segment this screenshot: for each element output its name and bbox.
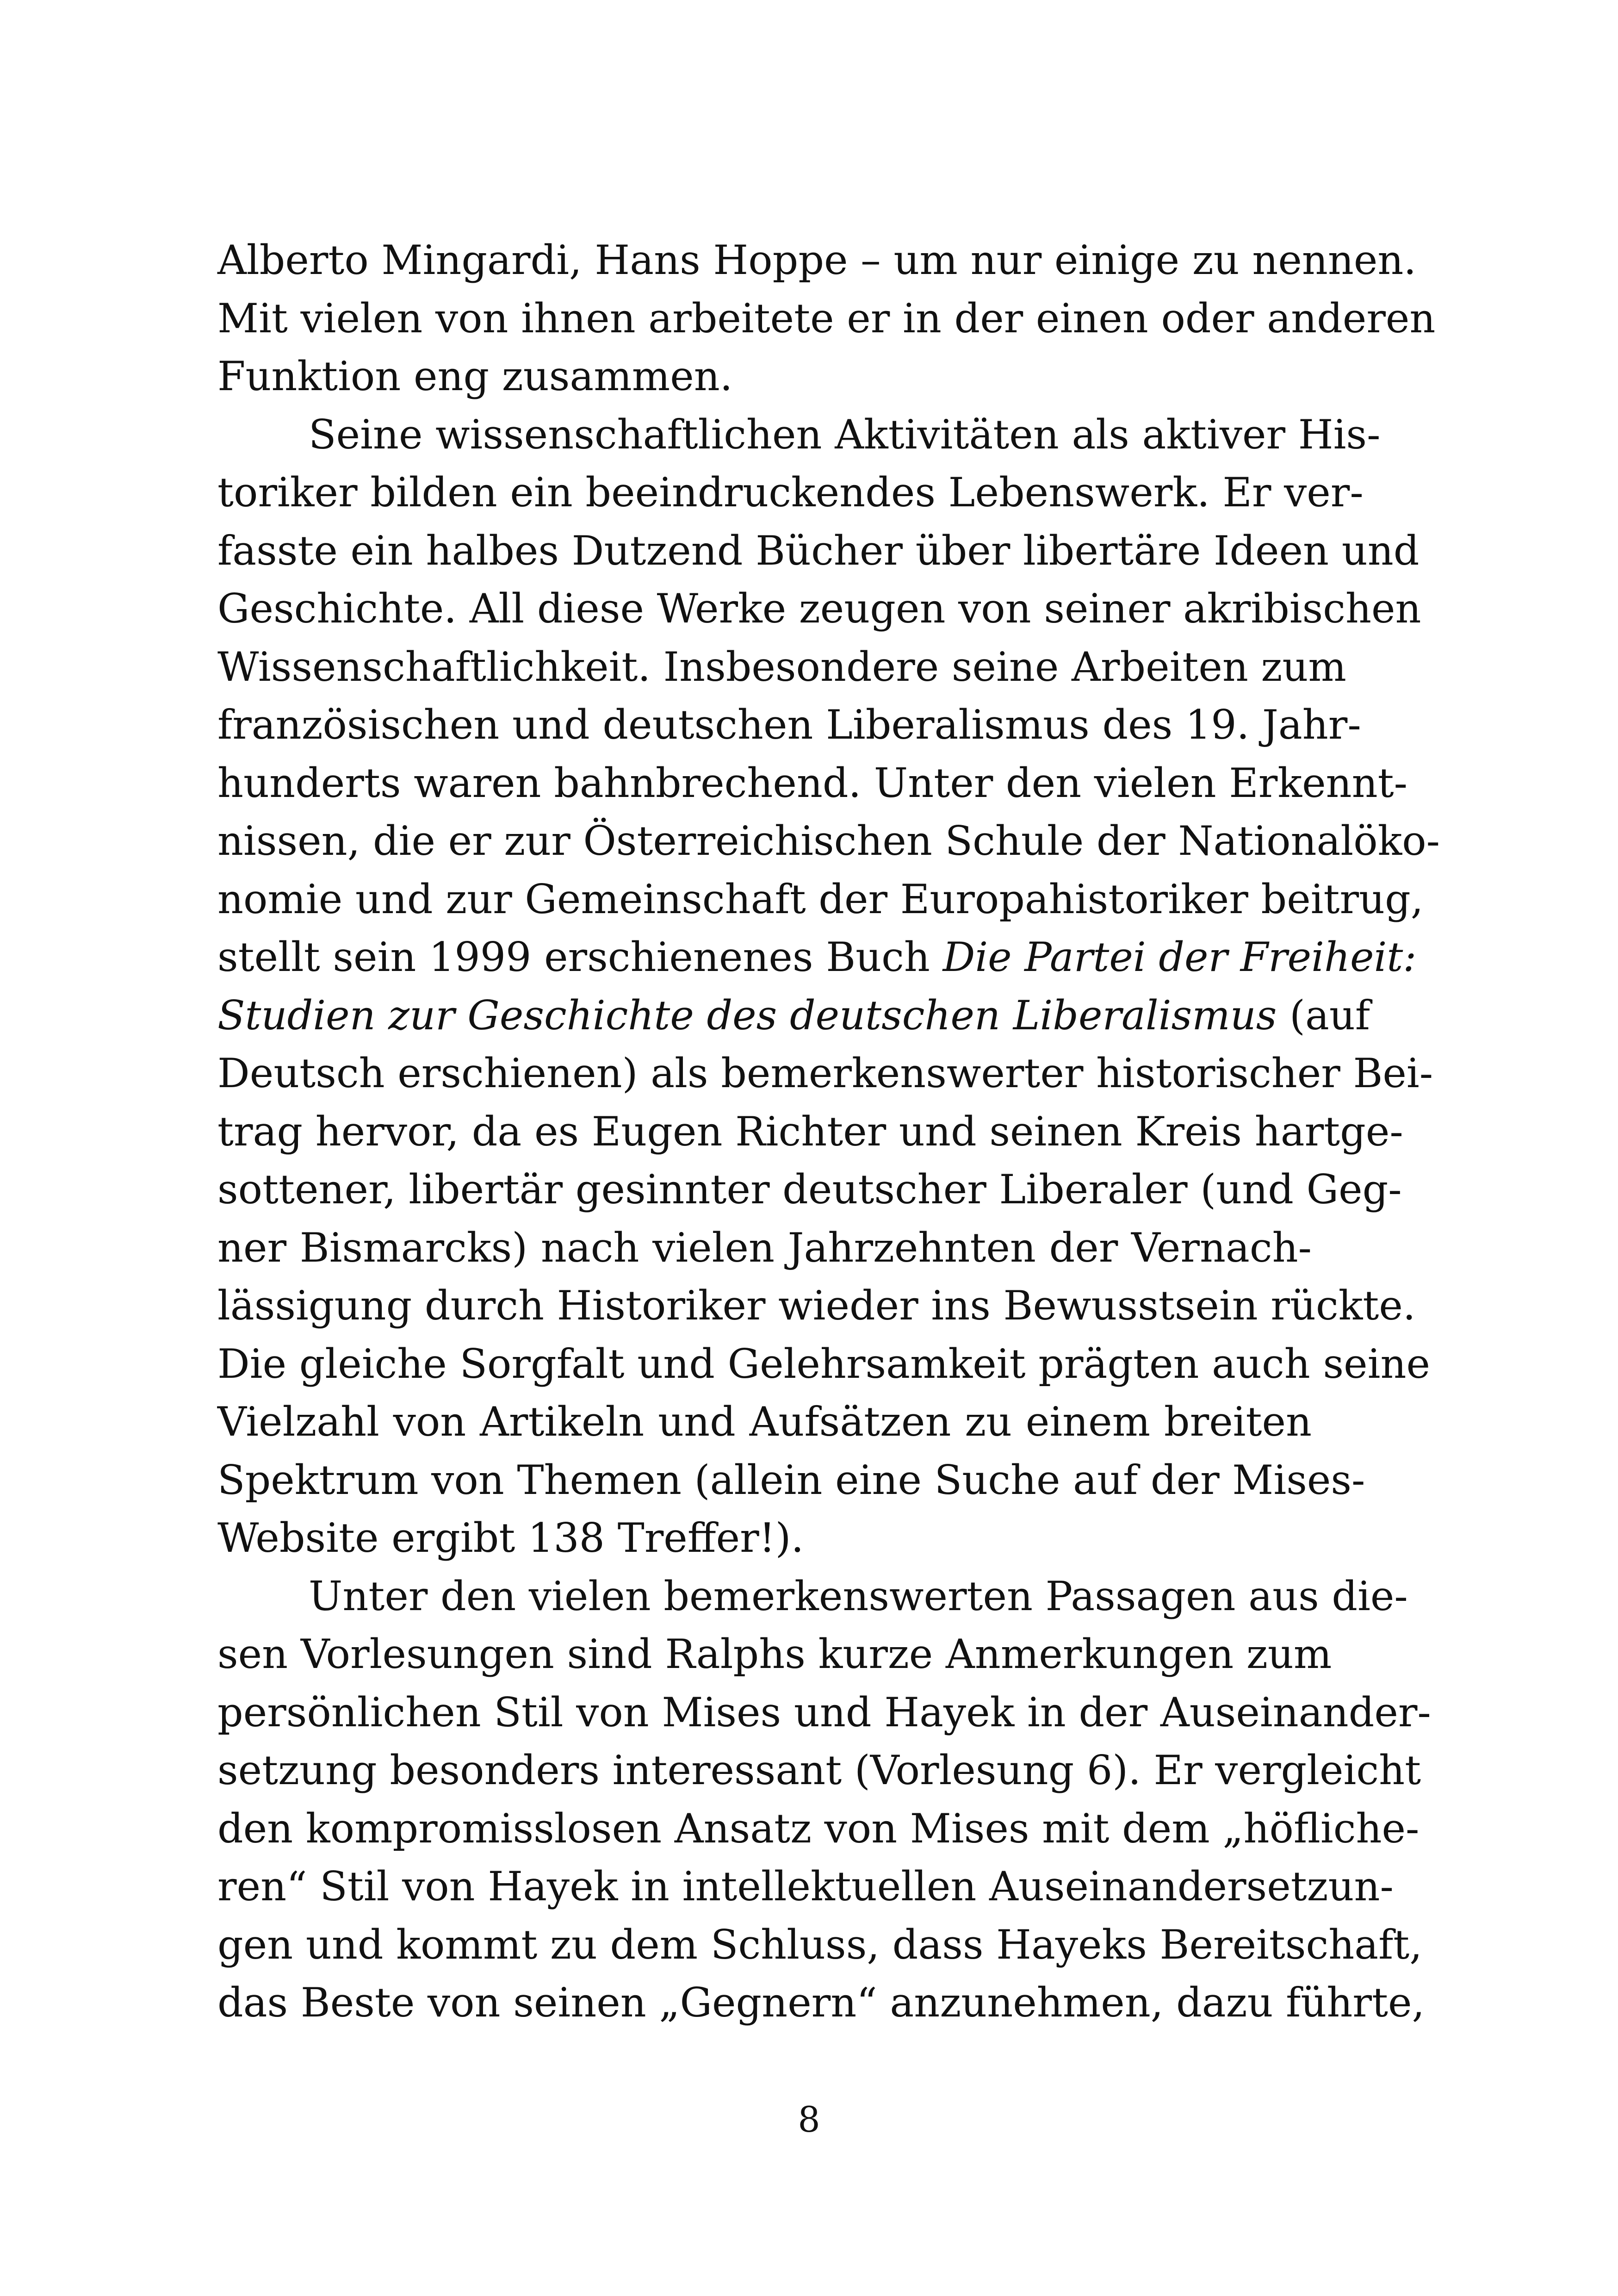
text-line: Geschichte. All diese Werke zeugen von seiner akribischen (217, 585, 1421, 632)
text-line: gen und kommt zu dem Schluss, dass Hayeks Bereitschaft, (217, 1921, 1422, 1968)
text-line: ner Bismarcks) nach vielen Jahrzehnten der Vernach- (217, 1224, 1312, 1271)
text-line: Wissenschaftlichkeit. Insbesondere seine Arbeiten zum (217, 643, 1346, 691)
text-line: Unter den vielen bemerkenswerten Passagen aus die- (309, 1572, 1408, 1620)
text-line: Spektrum von Themen (allein eine Suche auf der Mises- (217, 1456, 1365, 1504)
text-line: Mit vielen von ihnen arbeitete er in der einen oder anderen (217, 294, 1436, 342)
text-line: setzung besonders interessant (Vorlesung 6). Er vergleicht (217, 1747, 1421, 1794)
text-line (217, 987, 1370, 1045)
text-line (217, 928, 1417, 987)
text-line: Die gleiche Sorgfalt und Gelehrsamkeit prägten auch seine (217, 1340, 1430, 1388)
text-run: stellt sein 1999 erschienenes Buch (217, 933, 943, 981)
text-line: Vielzahl von Artikeln und Aufsätzen zu einem breiten (217, 1398, 1312, 1445)
text-run: (auf (1277, 991, 1370, 1039)
text-line: persönlichen Stil von Mises und Hayek in der Auseinander- (217, 1688, 1431, 1736)
text-line: ren“ Stil von Hayek in intellektuellen Auseinandersetzun- (217, 1863, 1394, 1910)
book-title-italic: Die Partei der Freiheit: (942, 933, 1417, 981)
text-line: Alberto Mingardi, Hans Hoppe – um nur einige zu nennen. (217, 236, 1417, 284)
book-title-italic: Studien zur Geschichte des deutschen Liberalismus (217, 991, 1277, 1039)
text-line: das Beste von seinen „Gegnern“ anzunehmen, dazu führte, (217, 1979, 1425, 2026)
text-line: sottener, libertär gesinnter deutscher Liberaler (und Geg- (217, 1166, 1402, 1213)
text-line: Seine wissenschaftlichen Aktivitäten als aktiver His- (309, 411, 1381, 458)
text-line: Deutsch erschienen) als bemerkenswerter historischer Bei- (217, 1050, 1433, 1097)
body-text (217, 231, 1440, 2032)
text-line: französischen und deutschen Liberalismus des 19. Jahr- (217, 701, 1361, 748)
text-line: Website ergibt 138 Treffer!). (217, 1514, 804, 1562)
text-line: nissen, die er zur Österreichischen Schule der Nationalöko- (217, 817, 1440, 865)
text-line: toriker bilden ein beeindruckendes Lebenswerk. Er ver- (217, 469, 1364, 516)
text-line: Funktion eng zusammen. (217, 353, 733, 400)
text-line: sen Vorlesungen sind Ralphs kurze Anmerkungen zum (217, 1630, 1332, 1678)
text-line: trag hervor, da es Eugen Richter und seinen Kreis hartge- (217, 1108, 1403, 1155)
text-line: lässigung durch Historiker wieder ins Bewusstsein rückte. (217, 1282, 1416, 1329)
text-line: den kompromisslosen Ansatz von Mises mit dem „höfliche- (217, 1804, 1420, 1852)
text-line: nomie und zur Gemeinschaft der Europahistoriker beitrug, (217, 875, 1424, 923)
text-line: fasste ein halbes Dutzend Bücher über libertäre Ideen und (217, 527, 1420, 574)
page-number: 8 (798, 2099, 820, 2140)
text-line: hunderts waren bahnbrechend. Unter den vielen Erkennt- (217, 759, 1407, 807)
